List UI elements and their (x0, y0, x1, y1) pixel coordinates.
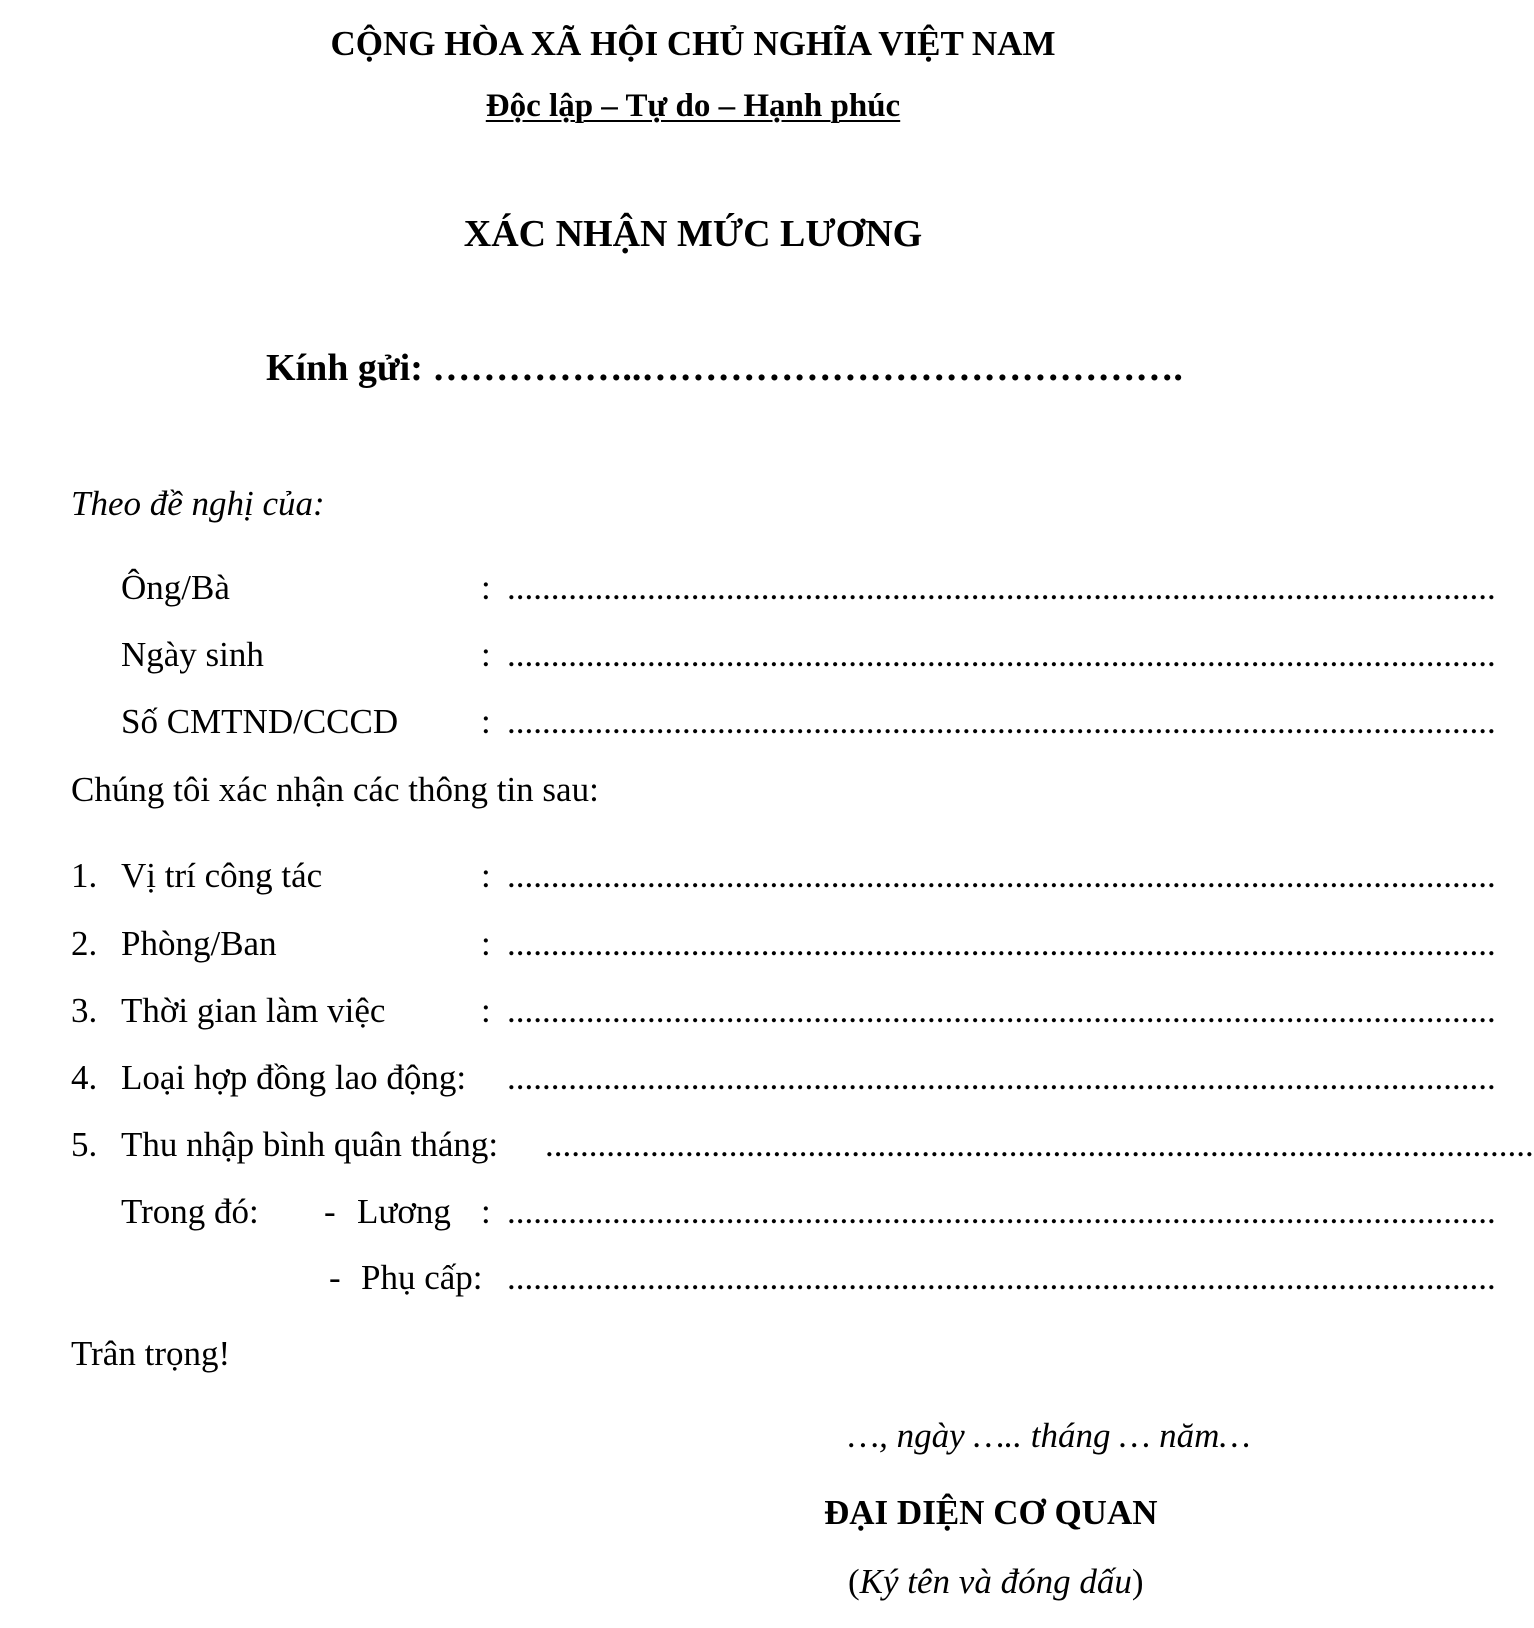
item-row-position (71, 856, 1496, 900)
item-row-monthly-income (71, 1125, 1534, 1169)
item-blank: ................................................................................................................. (507, 924, 1496, 963)
national-motto (0, 88, 1386, 125)
item-blank: ................................................................................................................. (507, 856, 1496, 895)
recipient-line: Kính gửi: ……………..……………………………………. (266, 347, 1183, 389)
field-row-id-number (71, 702, 1496, 746)
breakdown-row-salary (71, 1192, 1496, 1236)
breakdown-blank: ................................................................................................................. (507, 1258, 1496, 1297)
field-separator: : (481, 568, 491, 607)
signature-note-open: ( (848, 1562, 860, 1601)
item-number: 3. (71, 991, 98, 1030)
item-row-contract-type (71, 1058, 1496, 1102)
breakdown-row-allowance (71, 1258, 1496, 1302)
item-separator: : (481, 856, 491, 895)
item-number: 2. (71, 924, 98, 963)
item-label: Thu nhập bình quân tháng: (121, 1125, 499, 1164)
field-blank: ................................................................................................................. (507, 568, 1496, 607)
field-label: Ngày sinh (121, 635, 264, 674)
national-name: CỘNG HÒA XÃ HỘI CHỦ NGHĨA VIỆT NAM (330, 24, 1056, 63)
breakdown-dash: - (329, 1258, 341, 1297)
item-label: Loại hợp đồng lao động: (121, 1058, 467, 1097)
field-label: Ông/Bà (121, 568, 230, 607)
confirm-text: Chúng tôi xác nhận các thông tin sau: (71, 770, 599, 809)
breakdown-label: Phụ cấp: (361, 1258, 483, 1297)
breakdown-prefix: Trong đó: (121, 1192, 259, 1231)
field-blank: ................................................................................................................. (507, 635, 1496, 674)
item-label: Vị trí công tác (121, 856, 323, 895)
representative-title: ĐẠI DIỆN CƠ QUAN (824, 1493, 1158, 1532)
item-label: Thời gian làm việc (121, 991, 386, 1030)
field-row-name (71, 568, 1496, 612)
item-blank: ................................................................................................................. (545, 1125, 1534, 1164)
field-separator: : (481, 635, 491, 674)
item-number: 5. (71, 1125, 98, 1164)
national-motto-text: Độc lập – Tự do – Hạnh phúc (485, 88, 901, 124)
item-separator: : (481, 991, 491, 1030)
item-number: 4. (71, 1058, 98, 1097)
item-row-work-duration (71, 991, 1496, 1035)
document-title: XÁC NHẬN MỨC LƯƠNG (463, 213, 923, 255)
item-blank: ................................................................................................................. (507, 1058, 1496, 1097)
intro-text: Theo đề nghị của: (71, 484, 325, 523)
item-label: Phòng/Ban (121, 924, 277, 963)
signature-note-text: Ký tên và đóng dấu (859, 1562, 1132, 1601)
breakdown-dash: - (324, 1192, 336, 1231)
date-line: …, ngày ….. tháng … năm… (848, 1416, 1251, 1455)
field-label: Số CMTND/CCCD (121, 702, 399, 741)
field-blank: ................................................................................................................. (507, 702, 1496, 741)
breakdown-separator: : (481, 1192, 491, 1231)
breakdown-label: Lương (357, 1192, 451, 1231)
field-separator: : (481, 702, 491, 741)
signature-note-close: ) (1131, 1562, 1144, 1601)
item-number: 1. (71, 856, 98, 895)
item-row-department (71, 924, 1496, 968)
closing-text: Trân trọng! (71, 1334, 231, 1373)
item-separator: : (481, 924, 491, 963)
breakdown-blank: ................................................................................................................. (507, 1192, 1496, 1231)
item-blank: ................................................................................................................. (507, 991, 1496, 1030)
field-row-birthdate (71, 635, 1496, 679)
signature-note (848, 1562, 1144, 1602)
